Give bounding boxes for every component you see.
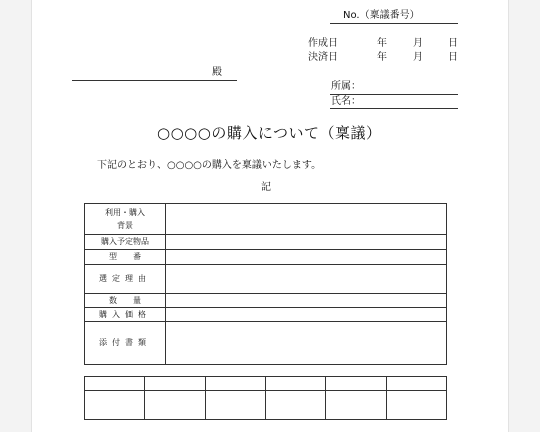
department-label: 所属： [331,81,361,92]
form-value-attachments[interactable] [166,322,447,365]
approval-header-cell [386,377,446,391]
form-row-item [85,235,447,250]
form-label-background [85,204,166,235]
approved-day: 日 [448,52,458,63]
form-row-price [85,308,447,322]
document-title: ○○○○の購入について（稟議） [157,124,382,142]
approval-header-cell [205,377,265,391]
form-row-attachments [85,322,447,365]
name-underline [330,108,458,109]
approval-number-label: No.（稟議番号） [343,10,420,21]
addressee-suffix: 殿 [212,67,222,78]
form-label-model: 型 番 [85,250,166,265]
form-label-item: 購入予定物品 [85,235,166,250]
name-label: 氏名： [331,96,361,107]
approval-stamp-row [85,391,447,420]
form-label-quantity: 数 量 [85,294,166,308]
form-row-quantity [85,294,447,308]
approval-header-cell [85,377,145,391]
form-value-price[interactable] [166,308,447,322]
department-underline [330,94,458,95]
form-value-quantity[interactable] [166,294,447,308]
created-month: 月 [413,38,423,49]
approval-stamp-table [84,376,447,420]
approved-date-label: 決済日 [308,52,338,63]
form-value-reason[interactable] [166,265,447,294]
form-row-reason [85,265,447,294]
approval-stamp-cell[interactable] [326,391,386,420]
approval-header-cell [145,377,205,391]
addressee-underline [72,80,237,81]
approved-year: 年 [377,52,387,63]
created-year: 年 [377,38,387,49]
created-date-label: 作成日 [308,38,338,49]
form-label-background-line2: 背景 [117,220,133,230]
approval-header-cell [265,377,325,391]
approval-stamp-cell[interactable] [85,391,145,420]
form-value-model[interactable] [166,250,447,265]
approval-stamp-cell[interactable] [145,391,205,420]
form-label-reason: 選定理由 [85,265,166,294]
form-row-background [85,204,447,235]
ki-heading: 記 [261,182,271,193]
form-value-background[interactable] [166,204,447,235]
approval-header-cell [326,377,386,391]
approval-header-row [85,377,447,391]
form-label-price: 購入価格 [85,308,166,322]
approval-stamp-cell[interactable] [265,391,325,420]
approved-month: 月 [413,52,423,63]
request-form-table [84,203,447,365]
form-label-background-line1: 利用・購入 [105,207,145,217]
form-row-model [85,250,447,265]
form-value-item[interactable] [166,235,447,250]
approval-stamp-cell[interactable] [205,391,265,420]
approval-number-underline [330,23,458,24]
intro-text: 下記のとおり、○○○○の購入を稟議いたします。 [97,160,322,171]
approval-stamp-cell[interactable] [386,391,446,420]
created-day: 日 [448,38,458,49]
form-label-attachments: 添付書類 [85,322,166,365]
